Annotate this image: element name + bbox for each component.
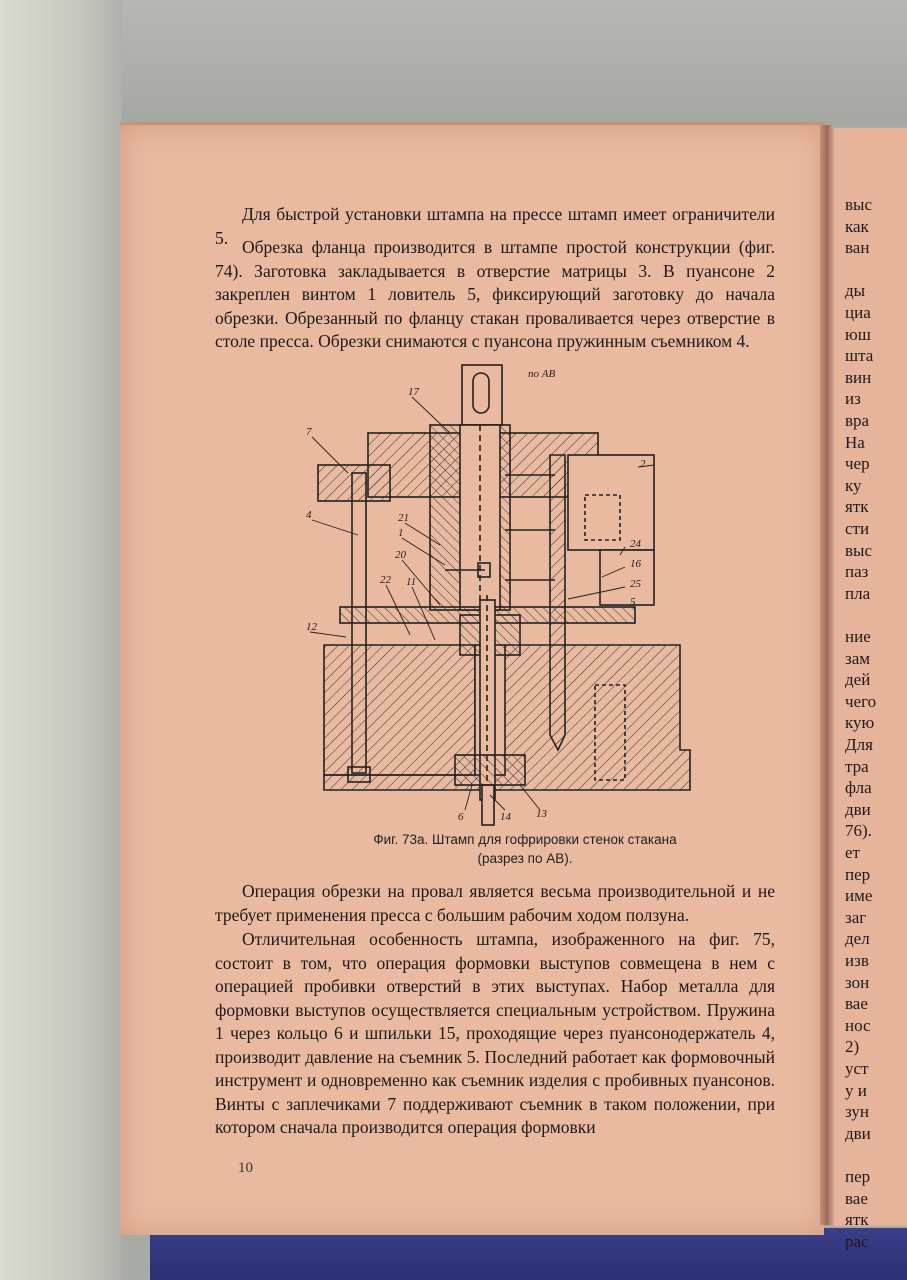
callout-label: 13 [536,808,547,820]
next-page-line: нос [845,1015,871,1035]
next-page-line: фла [845,778,872,798]
callout-label: 11 [406,576,417,588]
next-page-line: ятк [845,1210,869,1230]
next-page-line: выс [845,540,872,560]
next-page-line: заг [845,907,867,927]
callout-label: 5 [630,596,636,608]
next-page-line: кую [845,713,875,733]
next-page-line: зам [845,648,871,668]
callout-label: 22 [380,574,391,586]
next-page-line: тра [845,756,869,776]
callout-label: 6 [458,811,464,823]
next-page-line: ятк [845,497,869,517]
figure-caption [325,830,725,868]
next-page-line: вае [845,1188,868,1208]
next-page-line: юш [845,324,871,344]
callout-label: 2 [640,458,646,470]
next-page-line: шта [845,346,874,366]
callout-label: 16 [630,558,641,570]
paragraph-4: Отличительная особенность штампа, изображенного на фиг. 75, состоит в том, что операция формовки выступов совмещена в нем с операцией пробивки отверстий в этих выступах. Набор металла для формовки выступов осуществляется специальным устройством. Пружина 1 через кольцо 6 и шпильки 15, проходящие через пуансонодержатель 4, производит давление на съемник 5. Последний работает как формовочный инструмент и одновременно как съемник изделия с пробивных пуансонов. Винты с заплечиками 7 поддерживают съемник в таком положении, при котором сначала производится операция формовки [215,929,775,1137]
next-page-line: пер [845,864,871,884]
next-page-line: выс [845,195,872,214]
callout-label: 25 [630,578,641,590]
next-page-line: вае [845,994,868,1014]
page-number: 10 [238,1160,253,1176]
next-page-line: зон [845,972,870,992]
caption-line-1: Фиг. 73а. Штамп для гофрировки стенок стакана [373,832,677,847]
callout-label: 17 [408,386,419,398]
next-page-line: пла [845,583,871,603]
next-page-line: вин [845,367,872,387]
next-page-line: изв [845,951,869,970]
next-page-line: рас [845,1231,869,1251]
next-page-line: паз [845,562,869,582]
background-cloth [150,1228,907,1280]
paragraph-3: Операция обрезки на провал является весьма производительной и не требует применения пресса с большим рабочим ходом ползуна. [215,881,775,925]
next-page-line: из [845,389,861,409]
callout-label: 14 [500,811,511,823]
callout-label: 20 [395,549,406,561]
next-page-line: име [845,886,873,906]
next-page-line: ды [845,281,866,301]
next-page-line: ние [845,627,871,646]
callout-label: 21 [398,512,409,524]
callout-label: 24 [630,538,641,550]
next-page-line: как [845,216,869,236]
next-page-line: уст [845,1059,869,1078]
next-page-line: 76). [845,821,872,841]
next-page-line: вра [845,411,870,430]
next-page-line: зун [845,1102,869,1122]
next-page-line: дел [845,929,870,949]
next-page-line: чер [845,454,870,474]
next-page-line: циа [845,303,871,322]
callout-label: 4 [306,509,312,521]
caption-line-2: (разрез по АВ). [477,851,573,866]
next-page-line: дви [845,799,871,819]
next-page-line: пер [845,1167,871,1186]
book-spine [820,125,834,1225]
callout-label: 7 [306,426,312,438]
callout-label: 1 [398,527,404,539]
section-label: по АВ [528,368,556,380]
background-top [0,0,907,125]
background-left [0,0,122,1280]
next-page-line: ку [845,475,862,495]
next-page-line: На [845,432,865,452]
next-page-line: дей [845,670,871,690]
next-page-line: сти [845,519,870,538]
next-page-line: чего [845,691,877,711]
stamp-drawing [300,355,700,830]
paragraph-2: Обрезка фланца производится в штампе простой конструкции (фиг. 74). Заготовка закладывается в отверстие матрицы 3. В пуансоне 2 закреплен винтом 1 ловитель 5, фиксирующий заготовку до начала обрезки. Обрезанный по фланцу стакан проваливается через отверстие в столе пресса. Обрезки снимаются с пуансона пружинным съемником 4. [215,237,775,351]
next-page-line: 2) [845,1037,860,1057]
callout-label: 12 [306,621,317,633]
paragraph-1: Для быстрой установки штампа на прессе штамп имеет ограничители 5. [215,204,775,248]
next-page-line: у и [845,1080,867,1100]
next-page-line: дви [845,1123,871,1143]
next-page-line: Для [845,735,873,754]
next-page-line: ет [845,843,860,862]
next-page-line: ван [845,238,870,258]
